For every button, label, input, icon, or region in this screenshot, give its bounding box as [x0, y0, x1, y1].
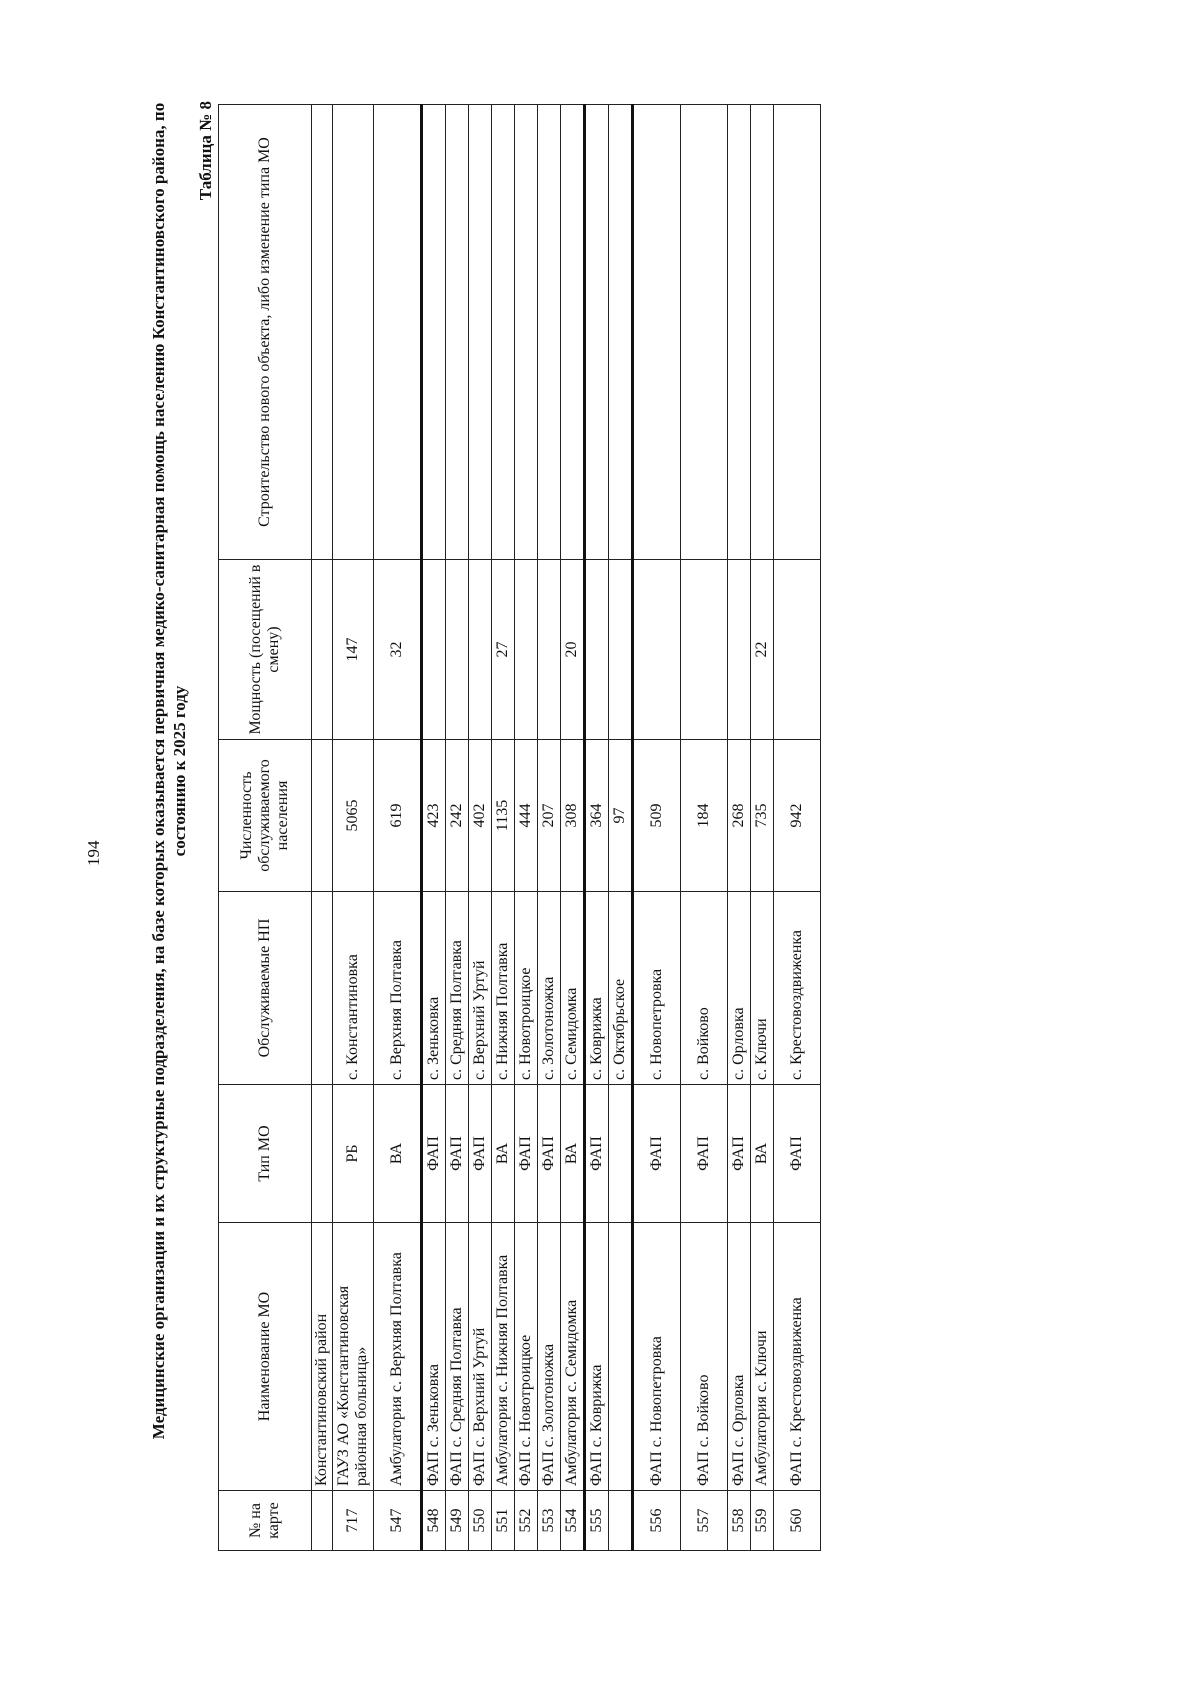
facilities-table	[218, 104, 821, 1551]
cell-type: ФАП	[538, 1085, 561, 1223]
cell-type: ФАП	[469, 1085, 492, 1223]
cell-build	[728, 105, 751, 560]
cell-type	[609, 1085, 633, 1223]
cell-name: ФАП с. Новопетровка	[633, 1223, 681, 1491]
cell-cap	[469, 560, 492, 740]
cell-pop: 735	[751, 740, 774, 892]
cell-pop: 619	[374, 740, 422, 892]
cell-pop: 402	[469, 740, 492, 892]
cell-pop: 444	[515, 740, 538, 892]
table-row	[751, 105, 774, 1551]
cell-num: 547	[374, 1491, 422, 1551]
cell-np: с. Ключи	[751, 892, 774, 1085]
cell-np: с. Верхняя Полтавка	[374, 892, 422, 1085]
cell-num: 558	[728, 1491, 751, 1551]
cell-type: ФАП	[446, 1085, 469, 1223]
section-row	[312, 105, 333, 1551]
cell-name: Амбулатория с. Семидомка	[561, 1223, 585, 1491]
cell-cap	[728, 560, 751, 740]
table-row	[469, 105, 492, 1551]
cell-cap	[585, 560, 609, 740]
table-row	[538, 105, 561, 1551]
cell-num: 554	[561, 1491, 585, 1551]
cell-cap: 32	[374, 560, 422, 740]
table-row	[492, 105, 515, 1551]
cell-cap	[515, 560, 538, 740]
table-row	[561, 105, 585, 1551]
cell-cap	[446, 560, 469, 740]
cell-cap: 147	[333, 560, 374, 740]
cell-type: ФАП	[728, 1085, 751, 1223]
table-row	[774, 105, 821, 1551]
cell-np: с. Войково	[681, 892, 728, 1085]
cell-name: ФАП с. Золотоножка	[538, 1223, 561, 1491]
cell-num	[609, 1491, 633, 1551]
cell-name: Амбулатория с. Нижняя Полтавка	[492, 1223, 515, 1491]
cell-np: с. Октябрьское	[609, 892, 633, 1085]
cell-num: 559	[751, 1491, 774, 1551]
cell-build	[333, 105, 374, 560]
cell-cap: 27	[492, 560, 515, 740]
cell-type: ВА	[751, 1085, 774, 1223]
cell-pop: 184	[681, 740, 728, 892]
cell-pop: 942	[774, 740, 821, 892]
cell-build	[492, 105, 515, 560]
cell-np: с. Золотоножка	[538, 892, 561, 1085]
cell-type: ФАП	[585, 1085, 609, 1223]
cell-cap	[609, 560, 633, 740]
cell-pop: 364	[585, 740, 609, 892]
header-name: Наименование МО	[219, 1223, 312, 1491]
cell-cap	[633, 560, 681, 740]
cell-pop: 97	[609, 740, 633, 892]
cell-cap: 22	[751, 560, 774, 740]
cell-pop: 308	[561, 740, 585, 892]
cell-num: 549	[446, 1491, 469, 1551]
cell-build	[609, 105, 633, 560]
cell-cap: 20	[561, 560, 585, 740]
cell-np: с. Средняя Полтавка	[446, 892, 469, 1085]
cell-num: 551	[492, 1491, 515, 1551]
cell-build	[633, 105, 681, 560]
table-row	[728, 105, 751, 1551]
cell-cap	[538, 560, 561, 740]
cell-np: с. Семидомка	[561, 892, 585, 1085]
cell-type: ВА	[492, 1085, 515, 1223]
table-header-row	[219, 105, 312, 1551]
cell-np: с. Верхний Уртуй	[469, 892, 492, 1085]
cell-np: с. Новопетровка	[633, 892, 681, 1085]
cell-num: 556	[633, 1491, 681, 1551]
cell-name: ФАП с. Крестовоздвиженка	[774, 1223, 821, 1491]
cell-num: 560	[774, 1491, 821, 1551]
cell-np: с. Нижняя Полтавка	[492, 892, 515, 1085]
table-label: Таблица № 8	[196, 101, 215, 201]
cell-type: ВА	[374, 1085, 422, 1223]
table-row	[633, 105, 681, 1551]
cell-np: с. Крестовоздвиженка	[774, 892, 821, 1085]
cell-build	[561, 105, 585, 560]
table-row	[681, 105, 728, 1551]
cell-num: 552	[515, 1491, 538, 1551]
cell-num: 555	[585, 1491, 609, 1551]
cell-name: ФАП с. Орловка	[728, 1223, 751, 1491]
cell-np: с. Константиновка	[333, 892, 374, 1085]
cell-type: ФАП	[681, 1085, 728, 1223]
table-row	[446, 105, 469, 1551]
cell-name: Амбулатория с. Ключи	[751, 1223, 774, 1491]
cell-pop: 423	[422, 740, 446, 892]
cell-num: 557	[681, 1491, 728, 1551]
cell-build	[585, 105, 609, 560]
cell-name: ФАП с. Зеньковка	[422, 1223, 446, 1491]
cell-pop: 268	[728, 740, 751, 892]
cell-cap	[422, 560, 446, 740]
table-row	[585, 105, 609, 1551]
table-row	[515, 105, 538, 1551]
header-build: Строительство нового объекта, либо изменение типа МО	[219, 105, 312, 560]
table-row	[333, 105, 374, 1551]
cell-type: ФАП	[774, 1085, 821, 1223]
cell-name: ФАП с. Средняя Полтавка	[446, 1223, 469, 1491]
header-type: Тип МО	[219, 1085, 312, 1223]
cell-type: РБ	[333, 1085, 374, 1223]
cell-name: ФАП с. Верхний Уртуй	[469, 1223, 492, 1491]
cell-pop: 242	[446, 740, 469, 892]
document-title: Медицинские организации и их структурные подразделения, на базе которых оказывается первичная медико-санитарная помощь населению Константиновского района, по состоянию к 2025 году	[149, 102, 189, 1440]
table-row	[374, 105, 422, 1551]
cell-num: 548	[422, 1491, 446, 1551]
header-num: № на карте	[219, 1491, 312, 1551]
cell-build	[469, 105, 492, 560]
cell-build	[751, 105, 774, 560]
cell-pop: 1135	[492, 740, 515, 892]
table-row	[422, 105, 446, 1551]
cell-name: Амбулатория с. Верхняя Полтавка	[374, 1223, 422, 1491]
cell-num: 553	[538, 1491, 561, 1551]
cell-np: с. Новотроицкое	[515, 892, 538, 1085]
cell-name: ФАП с. Новотроицкое	[515, 1223, 538, 1491]
cell-np: с. Зеньковка	[422, 892, 446, 1085]
cell-build	[374, 105, 422, 560]
cell-name: ФАП с. Войково	[681, 1223, 728, 1491]
cell-build	[681, 105, 728, 560]
cell-build	[446, 105, 469, 560]
cell-type: ФАП	[515, 1085, 538, 1223]
page-number: 194	[84, 840, 103, 866]
cell-build	[422, 105, 446, 560]
table-row	[609, 105, 633, 1551]
cell-build	[774, 105, 821, 560]
cell-pop: 207	[538, 740, 561, 892]
cell-build	[515, 105, 538, 560]
cell-type: ФАП	[422, 1085, 446, 1223]
header-cap: Мощность (посещений в смену)	[219, 560, 312, 740]
cell-num: 717	[333, 1491, 374, 1551]
cell-pop: 5065	[333, 740, 374, 892]
cell-np: с. Орловка	[728, 892, 751, 1085]
cell-type: ВА	[561, 1085, 585, 1223]
cell-name: ГАУЗ АО «Константиновская районная больница»	[333, 1223, 374, 1491]
cell-build	[538, 105, 561, 560]
cell-pop: 509	[633, 740, 681, 892]
cell-name: ФАП с. Коврижка	[585, 1223, 609, 1491]
section-title: Константиновский район	[312, 1223, 333, 1491]
cell-type: ФАП	[633, 1085, 681, 1223]
header-np: Обслуживаемые НП	[219, 892, 312, 1085]
cell-np: с. Коврижка	[585, 892, 609, 1085]
header-pop: Численность обслуживаемого населения	[219, 740, 312, 892]
cell-cap	[774, 560, 821, 740]
cell-num: 550	[469, 1491, 492, 1551]
cell-cap	[681, 560, 728, 740]
cell-name	[609, 1223, 633, 1491]
